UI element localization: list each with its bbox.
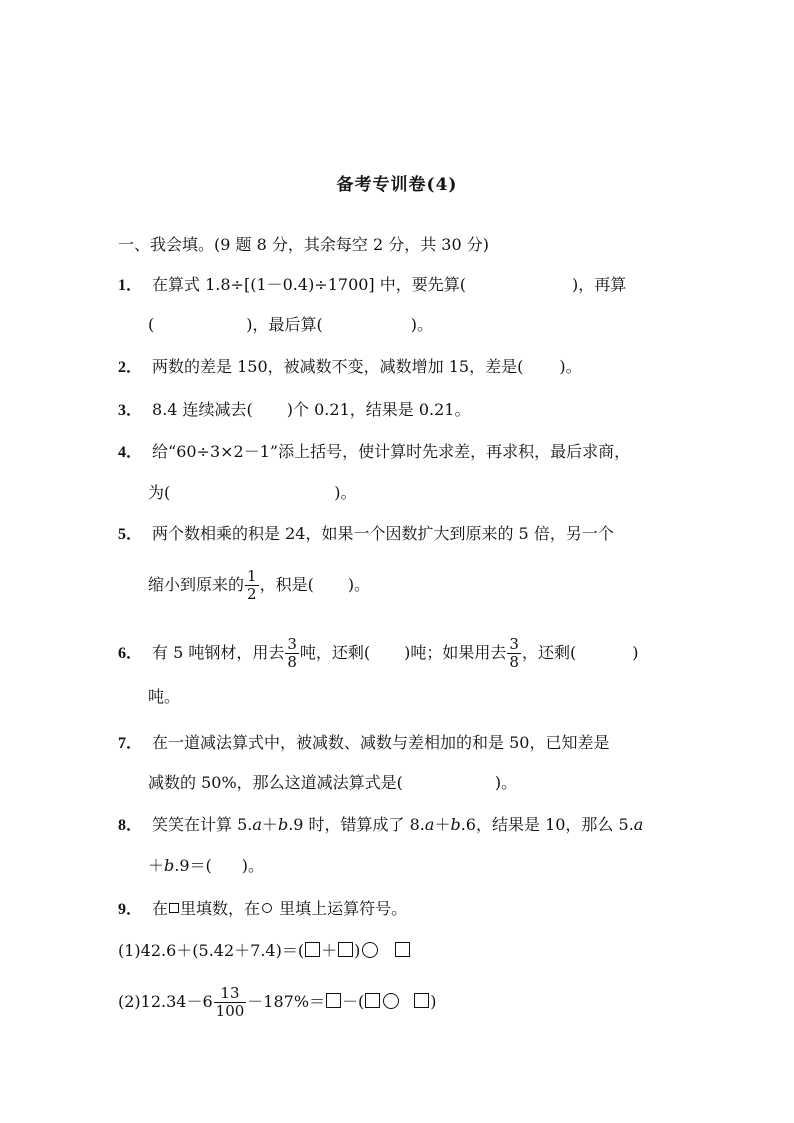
fraction [214,985,247,1020]
subproblem-1 [118,939,411,963]
expression-text: －( [342,992,365,1011]
number-box[interactable] [395,942,410,957]
variable-a: a [633,815,644,834]
operator-circle[interactable] [362,942,378,958]
fraction-numerator: 3 [509,635,519,653]
question-9 [118,897,407,922]
page-title: 备考专训卷(4) [336,175,458,195]
number-box[interactable] [305,942,320,957]
fraction-denominator: 8 [509,653,519,671]
question-8 [118,813,643,838]
question-text: )，再算 [572,275,627,294]
question-text: 笑笑在计算 5. [152,815,253,834]
question-1 [118,273,626,298]
circle-icon [262,903,272,913]
square-icon [169,903,179,913]
question-text: 在一道减法算式中，被减数、减数与差相加的和是 50，已知差是 [152,733,610,752]
question-text: )，最后算( [246,315,323,334]
operator-circle[interactable] [383,993,399,1009]
question-text: ＋ [261,815,278,834]
variable-b: b [164,856,175,875]
fraction-denominator: 2 [247,585,257,603]
fraction-numerator: 13 [214,985,247,1003]
fraction-numerator: 1 [247,567,257,585]
question-text: 缩小到原来的 [148,575,245,594]
question-text: 在算式 1.8÷[(1－0.4)÷1700] 中，要先算( [152,275,467,294]
fraction [285,636,299,671]
question-number: 3． [118,402,143,419]
question-text: 吨，还剩( [299,643,371,662]
question-text: .9 时，错算成了 8. [288,815,425,834]
question-text: )。 [334,483,357,502]
question-number: 6． [118,645,143,662]
question-7-cont [148,771,517,795]
subproblem-2 [118,985,437,1020]
question-5 [118,522,614,547]
fraction-denominator: 8 [287,653,297,671]
variable-b: b [277,815,289,834]
question-text: ＋ [434,815,451,834]
number-box[interactable] [326,993,341,1008]
question-text: 里填上运算符号。 [274,899,408,918]
question-text: 两个数相乘的积是 24，如果一个因数扩大到原来的 5 倍，另一个 [152,524,614,543]
question-text: ，积是( [259,575,314,594]
question-6 [118,636,638,671]
question-8-cont [148,854,264,878]
number-box[interactable] [338,942,353,957]
question-text: .9＝( [174,856,212,875]
question-text: 8.4 连续减去( [152,400,253,419]
question-text: )。 [347,575,371,594]
question-text: 里填数，在 [180,899,261,918]
fraction [507,636,521,671]
question-text: 两数的差是 150，被减数不变，减数增加 15，差是( [152,357,524,376]
fraction [245,568,259,603]
question-text: )吨；如果用去 [404,643,507,662]
variable-a: a [252,815,262,834]
question-text: ) [632,643,639,662]
question-text: )。 [494,773,518,792]
number-box[interactable] [414,993,429,1008]
question-text: ，还剩( [521,643,577,662]
expression-text: －187%＝ [247,992,326,1011]
question-number: 8． [118,817,143,834]
expression-text: ) [430,992,437,1011]
question-4 [118,440,630,465]
question-1-cont [148,313,433,337]
question-number: 9． [118,901,143,918]
question-2 [118,355,582,380]
question-number: 7． [118,735,143,752]
question-5-cont [148,568,370,603]
expression-text: (2)12.34－6 [118,992,213,1011]
question-number: 5． [118,526,143,543]
question-text: .6，结果是 10，那么 5. [460,815,634,834]
question-number: 1． [118,277,143,294]
section-heading: 一、我会填。(9 题 8 分，其余每空 2 分，共 30 分) [118,235,489,254]
question-6-cont: 吨。 [148,687,181,706]
question-text: 为( [148,483,171,502]
expression-text: (1)42.6＋(5.42＋7.4)＝( [118,941,305,960]
question-text: 有 5 吨钢材，用去 [152,643,285,662]
variable-b: b [450,815,461,834]
question-text: 在 [152,899,169,918]
expression-text: ) [354,941,361,960]
question-text: 减数的 50%，那么这道减法算式是( [148,773,403,792]
question-text: ( [148,315,155,334]
number-box[interactable] [365,993,380,1008]
question-number: 4． [118,444,143,461]
question-number: 2． [118,359,143,376]
question-text: )。 [410,315,433,334]
question-text: 给“60÷3×2－1”添上括号，使计算时先求差，再求积，最后求商， [152,442,631,461]
fraction-numerator: 3 [287,635,297,653]
fraction-denominator: 100 [215,1002,245,1020]
question-7 [118,731,609,756]
variable-a: a [424,815,435,834]
question-text: )。 [241,856,265,875]
question-3 [118,398,470,423]
expression-text: ＋ [321,941,338,960]
question-text: )。 [559,357,582,376]
question-text: )个 0.21，结果是 0.21。 [286,400,471,419]
question-text: ＋ [148,856,165,875]
question-4-cont [148,481,357,505]
